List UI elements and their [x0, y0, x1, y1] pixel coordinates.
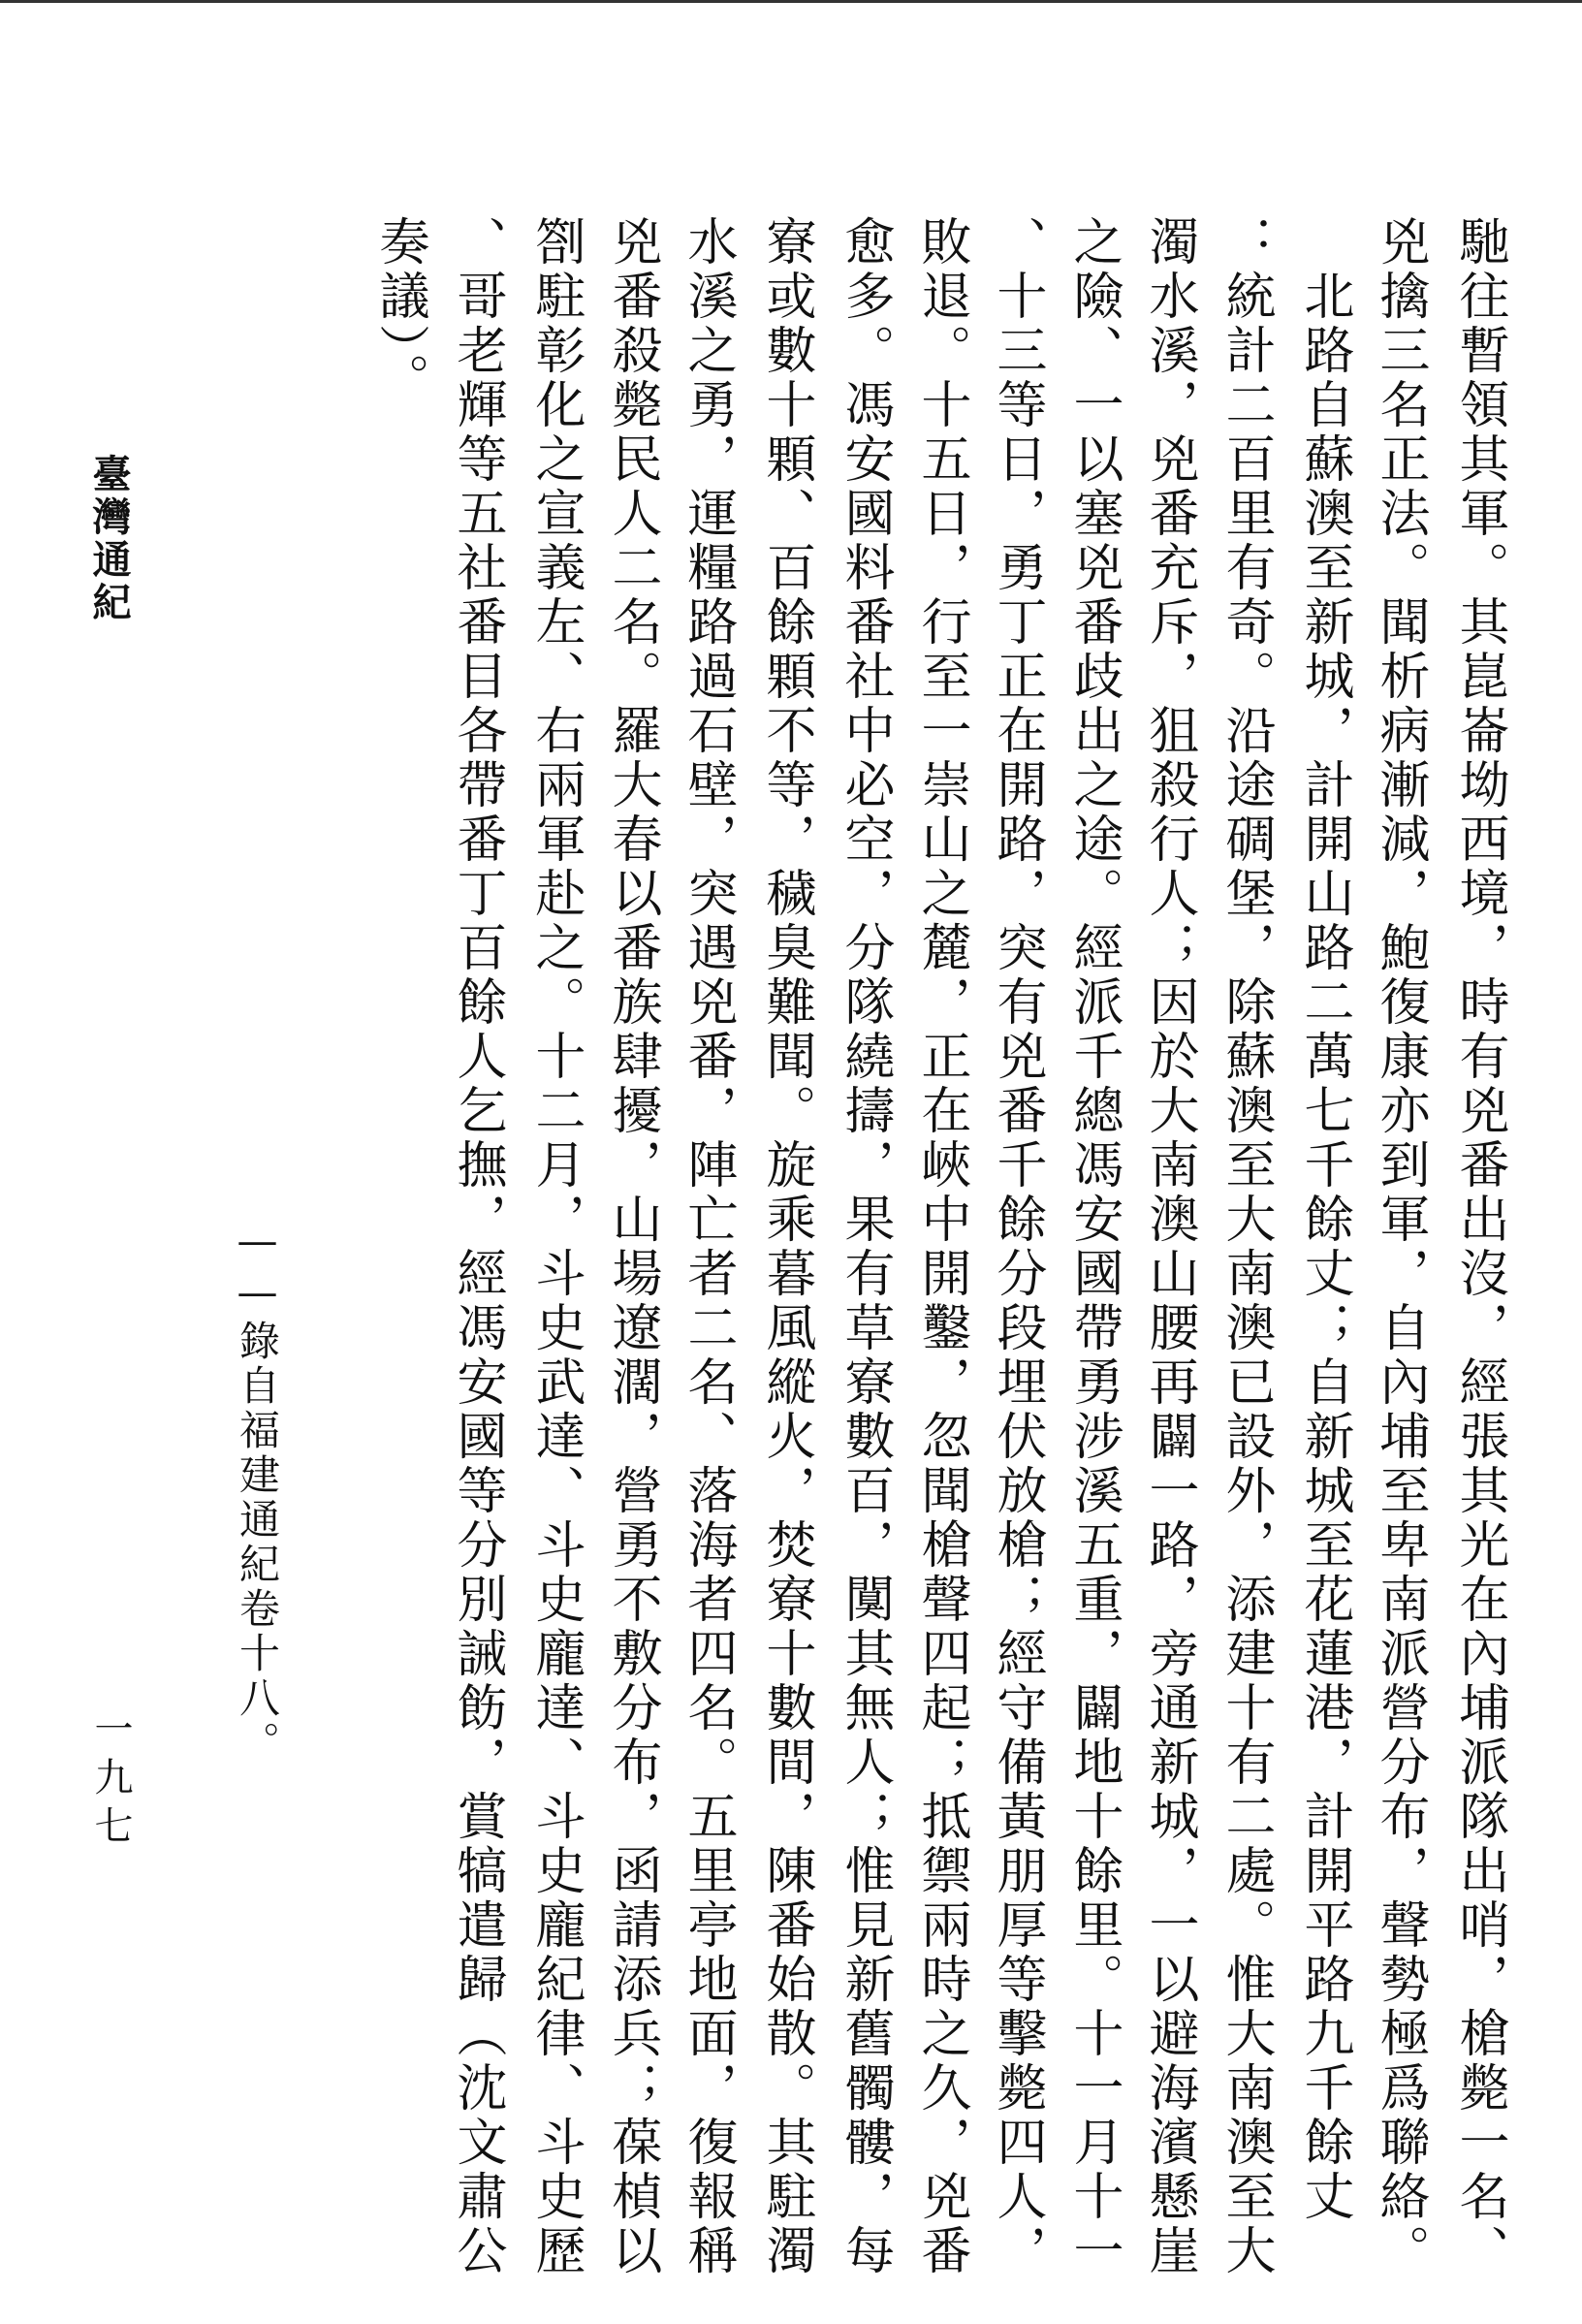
text-column-13: 劄駐彰化之宣義左、右兩軍赴之。十二月，斗史武達、斗史龐達、斗史龐紀律、斗史歷	[526, 215, 585, 2278]
text-column-3: 北路自蘇澳至新城，計開山路二萬七千餘丈；自新城至花蓮港，計開平路九千餘丈	[1295, 215, 1353, 2224]
text-column-8: 敗退。十五日，行至一崇山之麓，正在峽中開鑿，忽聞槍聲四起；抵禦兩時之久，兇番	[912, 215, 970, 2278]
running-header-title: 臺灣通紀	[86, 454, 132, 624]
text-column-5: 濁水溪，兇番充斥，狙殺行人；因於大南澳山腰再闢一路，旁通新城，一以避海濱懸崖	[1140, 215, 1198, 2278]
text-column-15: 奏議）。	[370, 215, 428, 407]
top-border-line	[0, 0, 1582, 3]
text-column-1: 馳往暫領其軍。其崑崙坳西境，時有兇番出沒，經張其光在內埔派隊出哨，槍斃一名、	[1450, 215, 1508, 2278]
text-column-12: 兇番殺斃民人二名。羅大春以番族肆擾，山場遼濶，營勇不敷分布，函請添兵；葆楨以	[603, 215, 661, 2278]
text-column-7: 、十三等日，勇丁正在開路，突有兇番千餘分段埋伏放槍；經守備黃朋厚等擊斃四人，	[988, 215, 1046, 2278]
text-column-2: 兇擒三名正法。聞析病漸減，鮑復康亦到軍，自內埔至卑南派營分布，聲勢極爲聯絡。	[1371, 215, 1429, 2278]
text-column-14: 、哥老輝等五社番目各帶番丁百餘人乞撫，經馮安國等分別誡飭，賞犒遣歸（沈文肅公	[448, 215, 506, 2278]
source-credit: ——錄自福建通紀卷十八。	[234, 1217, 281, 1766]
page-number: 一九七	[88, 1708, 133, 1854]
text-column-11: 水溪之勇，運糧路過石壁，突遇兇番，陣亡者二名、落海者四名。五里亭地面，復報稱	[679, 215, 737, 2278]
text-column-6: 之險、一以塞兇番歧出之途。經派千總馮安國帶勇涉溪五重，闢地十餘里。十一月十一	[1064, 215, 1123, 2278]
text-column-4: ：統計二百里有奇。沿途碉堡，除蘇澳至大南澳已設外，添建十有二處。惟大南澳至大	[1217, 215, 1275, 2278]
text-column-9: 愈多。馮安國料番社中必空，分隊繞擣，果有草寮數百，闃其無人；惟見新舊髑髏，每	[836, 215, 894, 2278]
text-column-10: 寮或數十顆、百餘顆不等，穢臭難聞。旋乘暮風縱火，焚寮十數間，陳番始散。其駐濁	[757, 215, 815, 2278]
